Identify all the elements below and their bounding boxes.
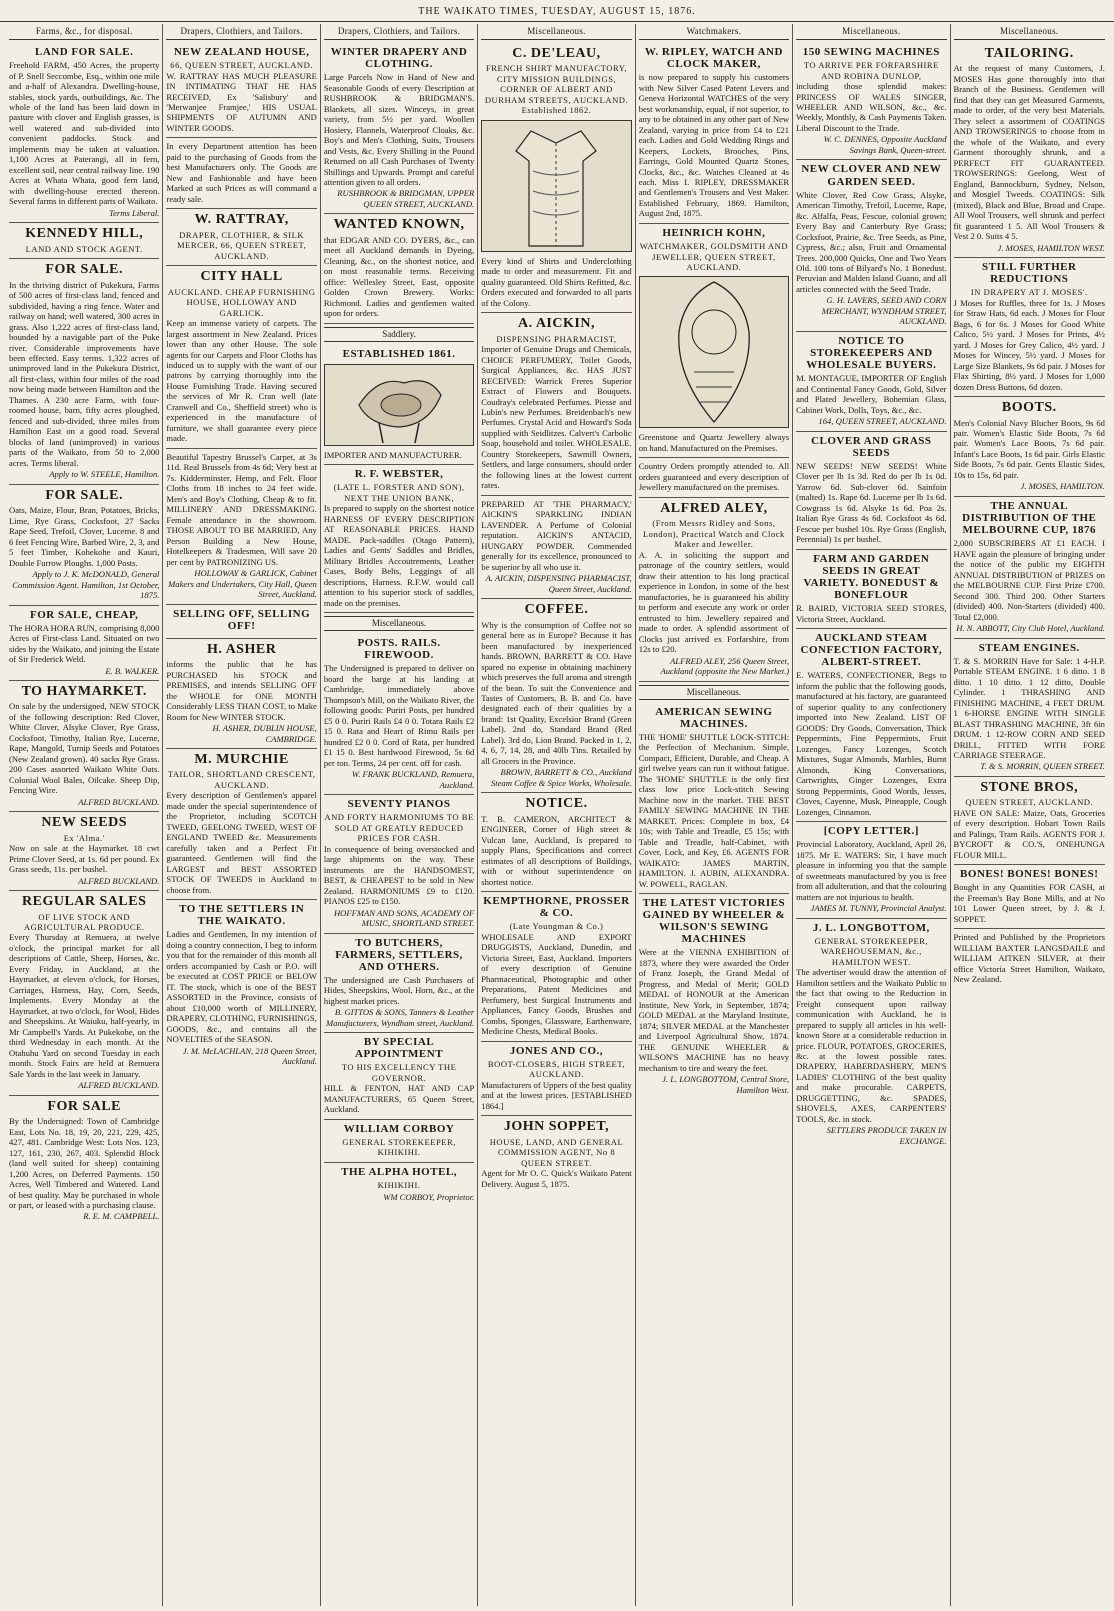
ad-body: J Moses for Ruffles, three for 1s. J Moses for Straw Hats, 6d each. J Moses for Flour Bags, 6 for 6s. J Moses for Good White Calico, 5½ yard. J Moses for Prints, 4½ yard. J Moses for Grey Calico, 4½ yard. J Moses for Wincey, 5½ yard. J Moses for Large Size Blankets, 9s 6d pair. J Moses for Flax Shirting, 8½ yard. J Moses for 1,000 dozen Dress Buttons, 6d dozen. [953, 297, 1105, 392]
ad-body: T. & S. MORRIN Have for Sale: 1 4-H.P. Portable STEAM ENGINE. 1 6 ditto. 1 8 ditto. 1 10 ditto. 1 12 ditto, Double Cylinder. 1 THRASHING AND FINISHING MACHINE, 4 FEET DRUM. 1 6-HORSE ENGINE WITH SINGLE BLAST THRASHING MACHINE, 3ft 6in DRUM. 1 12-ROW CORN AND SEED DRILL, FITTED WITH FORE CARRIAGE STEERAGE. [953, 655, 1105, 760]
advertisement [954, 497, 1105, 639]
advertisement [481, 599, 631, 793]
ad-body: Every kind of Shirts and Underclothing made to order and measurement. Fit and quality guaranteed. Old Shirts Refitted, &c. Orders executed and forwarded to all parts of the Colony. [481, 255, 632, 308]
ad-subheading: DRAPER, CLOTHIER, & SILK MERCER, 66, QUEEN STREET, AUCKLAND. [176, 229, 307, 261]
column-heading: Farms, &c., for disposal. [9, 24, 159, 40]
column-heading: Drapers, Clothiers, and Tailors. [166, 24, 316, 40]
ad-body: IMPORTER AND MANUFACTURER. [323, 449, 462, 460]
ad-headline: THE ANNUAL DISTRIBUTION OF THE MELBOURNE CUP, 1876 [962, 499, 1097, 537]
ad-headline: NOTICE. [525, 796, 588, 812]
ad-body: E. WATERS, CONFECTIONER, Begs to inform the public that the following goods, manufactured at his factory, are guaranteed of superior quality to any confectionery imported into New Zealand. LIST OF GOODS: Dry Goods, Conversation, Thick Peppermints, Fine Peppermints, Fruit Lozenges, Fancy Lozenges, Scotch Mixtures, Sugar Almonds, Marbles, Burnt Almonds, King Conversations, Cartwrights, Ginger Lozenges, Extra Strong Peppermints, Good Words, Jesses, Cloves, Cayenne, Musk, Pineapple, Cough Lozenges, Cinnamon. [796, 670, 947, 817]
advertisement [9, 223, 159, 259]
ad-signature: Apply to J. K. McDONALD, General Commission Agent. Hamilton, 1st October, 1875. [12, 569, 160, 601]
ad-headline: TO BUTCHERS, FARMERS, SETTLERS, AND OTHERS. [335, 936, 463, 973]
ad-subheading: TAILOR, SHORTLAND CRESCENT, AUCKLAND. [167, 769, 316, 790]
advertisement [166, 605, 316, 639]
advertisement [796, 43, 946, 160]
advertisement [9, 606, 159, 682]
ad-subheading: DISPENSING PHARMACIST, [496, 333, 617, 344]
advertisement [796, 432, 946, 550]
ad-signature: W. C. DENNES, Opposite Auckland Savings Bank, Queen-street. [823, 134, 947, 155]
ad-headline: AMERICAN SEWING MACHINES. [655, 705, 773, 730]
advertisement [324, 1033, 474, 1120]
ad-headline: M. MURCHIE [194, 752, 289, 768]
ad-headline: SEVENTY PIANOS [347, 798, 451, 811]
ad-body: R. BAIRD, VICTORIA SEED STORES, Victoria Street, Auckland. [796, 603, 947, 624]
ad-signature: J. M. McLACHLAN, 218 Queen Street, Auckland. [182, 1045, 317, 1067]
ad-headline: NEW CLOVER AND NEW GARDEN SEED. [801, 163, 942, 188]
ad-subheading: FRENCH SHIRT MANUFACTORY, CITY MISSION BUILDINGS, CORNER OF ALBERT AND DURHAM STREETS, AUCKLAND. Established 1862. [484, 63, 629, 116]
ad-signature: Apply to W. STEELE, Hamilton. [49, 469, 160, 480]
ad-headline: HEINRICH KOHN, [662, 226, 766, 239]
ad-signature: ALFRED BUCKLAND. [78, 875, 160, 886]
ad-body: Greenstone and Quartz Jewellery always on hand. Manufactured on the Premises. [638, 432, 790, 453]
ad-headline: R. F. WEBSTER, [354, 468, 444, 481]
advertisement [639, 703, 789, 894]
advertisement [166, 639, 316, 749]
ad-body: By the Undersigned: Town of Cambridge East, Lots No. 18, 19, 20, 221, 229, 425, 427, 481. Cambridge West: Lots Nos. 123, 127, 161, 230, 267, 403. Splendid Block (land well suited for sheep) containing 1,200 Acres, on Deferred Payments. 150 Acres, Well Timbered and Watered. Land of best quality. May be purchased in whole or part, or leased with a purchasing clause. [9, 1116, 160, 1210]
advertisement [481, 1116, 631, 1193]
section-heading: Saddlery. [324, 327, 474, 342]
ad-body: HILL & FENTON, HAT AND CAP MANUFACTURERS, 65 Queen Street, Auckland. [323, 1083, 475, 1115]
ad-headline: FOR SALE. [45, 262, 124, 278]
ad-body: Agent for Mr O. C. Quick's Waikato Patent Delivery. August 5, 1875. [481, 1168, 632, 1189]
ad-signature: R. E. M. CAMPBELL. [83, 1211, 160, 1222]
ad-body: Is prepared to supply on the shortest notice HARNESS OF EVERY DESCRIPTION AT REASONABLE PRICES. HAND MADE. Pack-saddles (Otago Pattern), Ladies and Gents' Saddles and Bridles, Military Bridles Accoutrements, Leather Cases, Body Belts, Leggings of all descriptions, Harness. R.F.W. would call attention to his superior stock of saddles, made on the premises. [323, 503, 475, 608]
ad-headline: REGULAR SALES [22, 894, 147, 910]
ad-headline: POSTS. RAILS. FIREWOOD. [357, 637, 441, 662]
ad-headline: FARM AND GARDEN SEEDS IN GREAT VARIETY. BONEDUST & BONEFLOUR [803, 552, 940, 601]
ad-subheading: Ex 'Alma.' [63, 832, 105, 843]
advertisement [639, 224, 789, 459]
ad-body: Provincial Laboratory, Auckland, April 26, 1875. Mr E. WATERS: Sir, I have much pleasure in informing you that the sample of sweetmeats manufactured by you is free from all adulteration, and that the colouring matters are not injurious to health. [796, 839, 947, 902]
advertisement [324, 214, 474, 323]
advertisement [954, 929, 1105, 988]
ad-subheading: AUCKLAND. CHEAP FURNISHING HOUSE, HOLLOWAY AND GARLICK. [167, 286, 316, 318]
column-7 [951, 24, 1108, 1606]
advertisement [954, 43, 1105, 258]
advertisement [166, 138, 316, 209]
advertisement [166, 209, 316, 266]
advertisement [796, 919, 946, 1151]
ad-headline: TO HAYMARKET. [21, 684, 147, 700]
ad-headline: BONES! BONES! BONES! [960, 868, 1099, 881]
advertisement [9, 43, 159, 223]
advertisement [166, 43, 316, 138]
ad-subheading: GENERAL STOREKEEPER, WAREHOUSEMAN, &c., HAMILTON WEST. [814, 935, 929, 967]
ad-subheading: (LATE L. FORSTER AND SON), NEXT THE UNION BANK, [333, 482, 465, 503]
ad-signature: ALFRED BUCKLAND. [78, 1080, 160, 1091]
ad-signature: Terms Liberal. [109, 207, 160, 218]
ad-signature: H. N. ABBOTT, City Club Hotel, Auckland. [956, 623, 1105, 634]
ad-subheading: KIHIKIHI. [377, 1180, 421, 1191]
section-heading: Miscellaneous. [639, 685, 789, 700]
ad-body: Country Orders promptly attended to. All orders guaranteed and every description of Jewellery manufactured on the premises. [638, 461, 790, 493]
ad-headline: FOR SALE [47, 1098, 122, 1114]
ad-headline: CLOVER AND GRASS SEEDS [811, 434, 932, 459]
ad-headline: TAILORING. [984, 45, 1074, 61]
advertisement [954, 258, 1105, 397]
ad-headline: COFFEE. [524, 602, 589, 618]
ad-body: Ladies and Gentlemen, In my intention of doing a country connection, I beg to inform you that for the remainder of this month all orders accompanied by Cash or P.O. will be executed at COST PRICE or BELOW IT. The stock, which is one of the BEST ASSORTED in the Province, consists of about £10,000 worth of MILLINERY, DRAPERY, CLOTHING, FURNISHINGS, GOODS, &c., and contains all the NOVELTIES of the SEASON. [166, 929, 317, 1045]
ad-body: Bought in any Quantities FOR CASH, at the Freeman's Bay Bone Mills, and at No 101 Lower Queen street, by J. & J. SOPPET. [953, 882, 1105, 924]
ad-signature: SETTLERS PRODUCE TAKEN IN EXCHANGE. [826, 1125, 947, 1146]
column-1 [6, 24, 163, 1606]
advertisement [481, 43, 631, 313]
ad-body: Every description of Gentlemen's apparel made under the special superintendence of the Proprietor, including SCOTCH TWEED, GEELONG TWEED, WEST OF ENGLAND TWEED &c. Measurements carefully taken and a Perfect Fit guaranteed. Gentlemen will find the LARGEST and BEST ASSORTED STOCK OF TWEEDS in Auckland to choose from. [166, 790, 317, 895]
advertisement [9, 259, 159, 485]
ad-body: White Clover, Red Cow Grass, Alsyke, American Timothy, Trefoil, Lucerne, Rape, &c. Alfalfa, Peas, Fescue, colonial grown; Every Bay and Canterbury Rye Grass; Cocksfoot, Prairie, &c. Tree Seeds, as Pine, Cypress, &c.; also, Fruit and Ornamental Trees. 200,000 Quicks, One and Two Years Old. 100 tons of Bilyard's No. 1 Bonedust. Peruvian and Malden Island Guano, and all articles connected with the Seed Trade. [796, 189, 947, 294]
column-3 [321, 24, 478, 1606]
ad-headline: FOR SALE, CHEAP, [29, 608, 139, 621]
advertisement [324, 1163, 474, 1206]
ad-headline: 150 SEWING MACHINES [802, 45, 940, 58]
advertisement [639, 43, 789, 224]
column-heading: Watchmakers. [639, 24, 789, 40]
ad-subheading: (From Messrs Ridley and Sons, London), Practical Watch and Clock Maker and Jeweller. [642, 518, 785, 550]
ad-body: Now on sale at the Haymarket. 18 cwt Prime Clover Seed, at 1s. 6d per pound. Ex Grass seeds, 11s. per bushel. [9, 843, 160, 875]
ad-subheading: IN DRAPERY AT J. MOSES'. [970, 287, 1088, 298]
advertisement [324, 465, 474, 613]
badge-illustration [639, 276, 789, 428]
ad-headline: STILL FURTHER REDUCTIONS [982, 261, 1077, 286]
ad-headline: J. L. LONGBOTTOM, [812, 921, 930, 934]
column-heading: Miscellaneous. [954, 24, 1105, 40]
ad-subheading: QUEEN STREET, AUCKLAND. [965, 797, 1094, 808]
column-5 [636, 24, 793, 1606]
ad-headline: BY SPECIAL APPOINTMENT [355, 1036, 444, 1061]
advertisement [166, 900, 316, 1070]
ad-headline: CITY HALL [200, 269, 283, 285]
column-heading: Miscellaneous. [796, 24, 946, 40]
advertisement [324, 934, 474, 1034]
ad-body: THE 'HOME' SHUTTLE LOCK-STITCH: the Perfection of Mechanism. Simple, Compact, Efficient, Durable, and Cheap. A girl twelve years can run it without fatigue. The 'HOME' SHUTTLE is the only first class low price Lock-stitch Sewing Machine now in the market. THE BEST FAMILY SEWING MACHINE IN THE MARKET. Prices: Complete in box, £4 10s; with Table and Treadle, £5 15s; with Table and Treadle, half-Cabinet, with Cover, Lock, and Key, £6. AGENTS FOR WAIKATO: JAMES MARTIN, HAMILTON. J. AUBIN, ALEXANDRA. W. POWELL, RAGLAN. [638, 731, 790, 889]
advertisement [324, 634, 474, 795]
advertisement [954, 777, 1105, 865]
ad-body: is now prepared to supply his customers with New Silver Cased Patent Levers and Geneva Horizontal WATCHES of the very best workmanship, equal, if not superior, to any to be obtained in any other part of New Zealand, varying in price from £4 to £21 each. Ladies and Gold Wedding Rings and Keepers, Lockets, Brooches, Pins, Earrings, Gold Mounted Quartz Stones, Clocks, &c., &c. Watches Cleaned at 4s each. Miss I. RIPLEY, DRESSMAKER and Gentlemen's Trousers and Vest Maker. Established February, 1869. Hamilton, August 2nd, 1875. [638, 72, 790, 219]
advertisement [9, 1096, 159, 1226]
ad-body: including those splendid makes: PRINCESS OF WALES SINGER, WHEELER AND WILSON, &c., &c. Weekly, Monthly, & Cash Payments Taken. Liberal Discount to the Trade. [796, 81, 947, 133]
ad-signature: 164, QUEEN STREET, AUCKLAND. [818, 416, 947, 427]
ad-headline: AUCKLAND STEAM CONFECTION FACTORY, ALBERT-STREET. [800, 632, 943, 669]
ad-signature: JAMES M. TUNNY, Provincial Analyst. [810, 903, 947, 914]
advertisement [796, 629, 946, 822]
ad-headline: NEW ZEALAND HOUSE, [173, 45, 310, 58]
ad-body: The undersigned are Cash Purchasers of Hides, Sheepskins, Wool, Horn, &c., at the highest market prices. [323, 974, 475, 1006]
ad-signature: HOFFMAN AND SONS, ACADEMY OF MUSIC, SHORTLAND STREET. [333, 907, 475, 929]
ad-headline: [COPY LETTER.] [823, 825, 919, 838]
ad-body: On sale by the undersigned, NEW STOCK of the following description: Red Clover, White Clover, Alsyke Clover, Rye Grass, Cocksfoot, Timothy, Italian Rye, Lucerne, Rape, Mangold, Turnip Seeds and Potatoes (New Zealand grown). 40 sacks Rye Grass. 200 Cases assorted Waikato White Oats. Colonial Wool Bales, Oilcake. Sheep Dip, Fencing Wire. [9, 701, 160, 796]
ad-signature: WM CORBOY, Proprietor. [383, 1191, 475, 1202]
ad-body: Manufacturers of Uppers of the best quality and at the lowest prices. [ESTABLISHED 1864.] [481, 1079, 632, 1111]
ad-signature: ALFRED BUCKLAND. [78, 796, 160, 807]
ad-subheading: 66, QUEEN STREET, AUCKLAND. [170, 60, 313, 71]
ad-body: M. MONTAGUE, IMPORTER OF English and Continental Fancy Goods, Gold, Silver and Plated Jewellery, Bohemian Glass, Cabinet Work, Dolls, Toys, &c., &c. [796, 373, 947, 415]
advertisement [639, 894, 789, 1099]
ad-body: A. A. in soliciting the support and patronage of the country settlers, would draw their attention to his long practical experience in London, in some of the best manufactories, he is guaranteed his ability to perform and execute any work or order entrusted to him. Jewellery repaired and made to order. A splendid assortment of Clocks just arrived ex Forfarshire, from 12s to £20. [638, 549, 790, 655]
column-heading: Miscellaneous. [481, 24, 631, 40]
shirt-illustration [481, 120, 631, 252]
ad-body: HAVE ON SALE: Maize, Oats, Groceries of every description. Hobart Town Rails and Palings, Tram Rails. AGENTS FOR J. BYCROFT & CO.'S, ONEHUNGA FLOUR MILL. [953, 807, 1105, 860]
ad-body: W. RATTRAY HAS MUCH PLEASURE IN INTIMATING THAT HE HAS RECEIVED, Ex 'Salisbury' and 'Merwanjee Framjee,' HIS USUAL SHIPMENTS OF AUTUMN AND WINTER GOODS. [166, 70, 317, 133]
column-4 [478, 24, 635, 1606]
advertisement [9, 681, 159, 812]
ad-headline: ESTABLISHED 1861. [342, 347, 456, 360]
ad-signature: ALFRED ALEY, 256 Queen Street, Auckland (opposite the New Market.) [660, 655, 790, 677]
advertisement [481, 793, 631, 892]
advertisement [166, 449, 316, 605]
ad-signature: BROWN, BARRETT & CO., Auckland Steam Coffee & Spice Works, Wholesale. [490, 767, 632, 788]
ad-body: informs the public that he has PURCHASED his STOCK and PREMISES, and intends SELLING OFF the WHOLE for ONE MONTH Considerably LESS THAN COST, to Make Room for New WINTER STOCK. [166, 659, 317, 722]
advertisement [166, 266, 316, 449]
ad-signature: H. ASHER, DUBLIN HOUSE, CAMBRIDGE. [212, 723, 317, 744]
advertisement [324, 345, 474, 466]
advertisement [954, 865, 1105, 929]
ad-signature: W. FRANK BUCKLAND, Remuera, Auckland. [351, 769, 475, 790]
ad-headline: NEW SEEDS [41, 815, 127, 831]
ad-subheading: LAND AND STOCK AGENT. [25, 243, 143, 254]
ad-body: The Undersigned is prepared to deliver on board the barge at his landing at Cambridge, immediately above Thompson's Mill, on the Waikato River, the following goods: Puriri Posts, per hundred £5 0 0. Puriri Rails £4 0 0. Totara Rails £2 15 0. Rata and Heart of Rimu Rails per hundred £2 0 0. Cord of Rata, per hundred £1 15 0. Best hardwood Firewood, 5s 6d per ton. Terms, 24 per cent. off for cash. [323, 663, 475, 768]
ad-headline: THE LATEST VICTORIES GAINED BY WHEELER & WILSON'S SEWING MACHINES [642, 896, 786, 946]
ad-signature: J. L. LONGBOTTOM, Central Store, Hamilton West. [662, 1074, 790, 1095]
advertisement [954, 397, 1105, 497]
advertisement [324, 1120, 474, 1163]
ad-body: Importer of Genuine Drugs and Chemicals, CHOICE PERFUMERY, Toilet Goods, Surgical Appliances, &c. HAS JUST RECEIVED: Warrick Freres Superior Extract of Flowers and Bouquets. Coudray's celebrated Perfumes. Piesse and Lubin's new Perfumes. Breidenbach's new Perfumes. Crystal Acid and Howard's Soda supplied with Seidlitzes. Calvert's Carbolic Soap, household and toilet. WHOLESALE. Country Storekeepers, Sawmill Owners, Settlers, and large consumers, should order the following lines at the lowest current rates. [481, 344, 632, 491]
ad-body: In every Department attention has been paid to the purchasing of Goods from the best Manufacturers only. The Goods are New and Fashionable and have been Marked at such Prices as will command a ready sale. [166, 141, 317, 204]
ad-headline: STEAM ENGINES. [978, 641, 1080, 654]
ad-headline: THE ALPHA HOTEL, [341, 1165, 457, 1178]
ad-subheading: WATCHMAKER, GOLDSMITH AND JEWELLER, QUEEN STREET, AUCKLAND. [639, 241, 789, 272]
ad-body: Why is the consumption of Coffee not so general here as in Europe? Because it has been manufactured by inexperienced hands. BROWN, BARRETT & CO. Have spared no expense in obtaining machinery which preserves the full aroma and strength of the bean. To suit the Convenience and Tastes of Customers, B. B. and Co. have designated each of their qualities by a brand: 1st Quality, Excelsior Brand (Green Label). 2nd do, Standard Brand (Red Label). 3rd do, Lion Brand. Packed in 1, 2, 4, 6, 7, 14, 28, and 40lb Tins. Retailed by all Grocers in the Province. [481, 619, 632, 766]
ad-body: Were at the VIENNA EXHIBITION of 1873, where they were awarded the Order of Franz Joseph, the Grand Medal of Progress, and Medal of Merit; GOLD MEDAL of HONOUR at the American Institute, New York, in September, 1874; GOLD MEDAL at the Maryland Institute, 1874; SILVER MEDAL at the Manchester and Liverpool Agricultural Show, 1874. THE GENUINE WHEELER & WILSON'S MACHINE has no heavy mechanism to tire and weary the feet. [638, 947, 790, 1073]
ad-subheading: HOUSE, LAND, AND GENERAL COMMISSION AGENT, No 8 QUEEN STREET. [489, 1136, 624, 1168]
ad-body: In consequence of being overstocked and large shipments on the way. These instruments are the HANDSOMEST, BEST, & CHEAPEST to be sold in New Zealand. HARMONIUMS £9 to £120. PIANOS £25 to £150. [323, 843, 475, 907]
advertisement [796, 160, 946, 331]
ad-signature: A. AICKIN, DISPENSING PHARMACIST, Queen Street, Auckland. [485, 573, 632, 594]
advertisement [796, 332, 946, 432]
ad-headline: KENNEDY HILL, [25, 226, 144, 242]
advertisement [796, 550, 946, 629]
ad-headline: WILLIAM CORBOY [343, 1122, 455, 1135]
ad-body: Freehold FARM, 450 Acres, the property of P. Snell Seccombe, Esq., within one mile and a-half of Alexandra. Dwelling-house, stables, stock yards, outbuildings, &c. The whole of the land has been laid down in pasture with clover and English grasses, is well watered and sub-divided into convenient paddocks. Stock and implements may be taken at valuation. 1,100 Acres at Paterangi, all in fern, excellent soil, near central railway line. 190 Acres at Whata Whata, good fern land, with dwelling-house erected thereon. Several farms in different parts of Waikato. [9, 60, 160, 207]
advertisement [481, 313, 631, 496]
ad-headline: FOR SALE. [45, 487, 124, 503]
ad-headline: JONES AND CO., [509, 1044, 604, 1057]
saddle-illustration [324, 364, 474, 446]
ad-body: Large Parcels Now in Hand of New and Seasonable Goods of every Description at RUSHBROOK & BRIDGMAN'S. Blankets, all sizes. Winceys, in great variety, from 5½ per yard. Woollen Hosiery, Flannels, Waterproof Cloaks, &c. Boy's and Men's Clothing, Suits, Trousers and Vests, &c. Every Shilling in the Pound Returned on all Cash Purchases of Twenty Shillings and Upwards. Prompt and careful attention given to all orders. [323, 72, 475, 187]
ad-body: At the request of many Customers, J. MOSES Has gone thoroughly into that Branch of the Business. Gentlemen will find that they can get Measured Garments, made to order, of the very best Materials. They select a assortment of COATINGS AND TROWSERINGS to choose from in the whole of the Waikato, and every Garment thoroughly shrunk, and a PERFECT FIT GUARANTEED. TROWSERINGS: Geelong, West of England, Bannockburn, Sydney, Nelson, and Mosgiel Tweeds. COATINGS: Silk (mixed), Black and Blue, Broad and Crape. All Wool Trousers, well shrunk and perfect fit guaranteed 1 5. All Wool Trousers & Vest 2 0. Suits 4 5. [953, 63, 1105, 242]
ad-subheading: OF LIVE STOCK AND AGRICULTURAL PRODUCE. [23, 911, 145, 932]
ad-subheading: AND FORTY HARMONIUMS TO BE SOLD AT GREATLY REDUCED PRICES FOR CASH. [324, 812, 474, 844]
ad-body: PREPARED AT 'THE PHARMACY,' AICKIN'S SPARKLING INDIAN LAVENDER. A Perfume of Colonial reputation. AICKIN'S ANTACID, HUNGARY POWDER. Commended generally for its excellence, pronounced to be superior by all who use it. [481, 498, 632, 572]
advertisement [639, 458, 789, 497]
ad-signature: T. & S. MORRIN, QUEEN STREET. [980, 761, 1105, 772]
ad-headline: WINTER DRAPERY AND CLOTHING. [330, 45, 468, 71]
ad-signature: E. B. WALKER. [105, 665, 160, 676]
ad-body: Oats, Maize, Flour, Bran, Potatoes, Bricks, Lime, Rye Grass, Cocksfoot, 27 Sacks Rape Seed, Trefoil, Clover, Lucerne. 8 and 6 feet Fencing Wire, Barbed Wire, 2, 3, and 5 feet Timber, Kohekohe and Kauri, Double Furrow Ploughs. 1,000 Posts. [9, 505, 160, 568]
advertisement [166, 749, 316, 900]
advertisement [954, 639, 1105, 777]
ad-headline: W. RATTRAY, [194, 212, 289, 228]
column-2 [163, 24, 320, 1606]
ad-body: 2,000 SUBSCRIBERS AT £1 EACH. I HAVE again the pleasure of bringing under the notice of the public my EIGHTH ANNUAL DISTRIBUTION of PRIZES on the MELBOURNE CUP. First Prize £700. Second 300. Third 200. Other Starters (divided) 400. Non-Starters (divided) 400. Total £2,000. [953, 538, 1105, 622]
ad-headline: C. DE'LEAU, [512, 45, 601, 61]
ad-body: WHOLESALE AND EXPORT DRUGGISTS, Auckland, Dunedin, and Victoria Street, East, Auckland. Importers of every description of Genuine Pharmaceutical, Photographic and other Preparations, Patent Medicines and Perfumery, best Surgical Instruments and Appliances, Fancy Goods, Brushes and Combs, Sponges, Glassware, Earthenware, Medicine Chests, Medical Books. [481, 931, 632, 1037]
ad-headline: W. RIPLEY, WATCH AND CLOCK MAKER, [644, 45, 783, 71]
newspaper-columns [6, 24, 1108, 1606]
ad-body: Printed and Published by the Proprietors WILLIAM BAXTER LANGSDAILE and WILLIAM AITKEN SILVER, at their office Victoria Street Hamilton, Waikato, New Zealand. [953, 932, 1105, 985]
ad-body: In the thriving district of Pukekura, Farms of 500 acres of first-class land, fenced and subdivided, having a ring fence. Water and railway on hand; well watered, 300 acres in grass. Also 1,222 acres of first-class land, bounded by a navigable part of the Puke river. Considerable improvements have been effected. Easy terms. 1,322 acres of unimproved land in the Pukekura District, all first-class, within four miles of the road now being made between Hamilton and the Thames. A 230 acre Farm, with four-roomed house, barn, fifty acres ploughed, fenced and sub-divided, three miles from Hamilton East on a good road. Several blocks of land (unimproved) in various parts of the Waikato, from 50 to 2,000 acres. Terms liberal. [9, 279, 160, 468]
ad-headline: ALFRED ALEY, [660, 500, 768, 516]
advertisement [9, 485, 159, 606]
ad-body: NEW SEEDS! NEW SEEDS! White Clover per lb 1s 3d. Red do per lb 1s 0d. Yarrow 6d. Sub-clover 6d. Sainfoin (malted) 1s. Rape 6d. Lucerne per lb 1s 6d. Cowgrass 1s 6d. Alsyke 1s 6d. Poa 2s. Italian Rye Grass 4s 6d. Cocksfoot 4s 6d. Fescue per bushel 10s. Rye Grass (English, Perennial) 1s per bushel. [796, 460, 947, 545]
ad-signature: HOLLOWAY & GARLICK, Cabinet Makers and Undertakers, City Hall, Queen Street, Auckland. [168, 568, 317, 600]
advertisement [324, 43, 474, 214]
ad-signature: B. GITTOS & SONS, Tanners & Leather Manufacturers, Wyndham street, Auckland. [325, 1007, 475, 1028]
ad-signature: G. H. LAVERS, SEED AND CORN MERCHANT, WYNDHAM STREET, AUCKLAND. [821, 295, 947, 327]
ad-body: Every Thursday at Remuera, at twelve o'clock, the principal market for all descriptions of Cattle, Sheep, Horses, &c. Every Friday, in Auckland, at the Haymarket, at eleven o'clock, for Horses, Carriages, Harness, Hay, Corn, Seeds, Implements. Every Monday at the Haymarket, at two o'clock, for Wool, Hides and Sheepskins. At Waiuku, half-yearly, in Mr Campbell's Yards. At Pukekohe, on the third Wednesday in each month. At the Otahuhu Yard on second Tuesday in each month. Stock Fairs are held at Remuera Sale Yards in the last week in January. [9, 932, 160, 1079]
advertisement [324, 795, 474, 933]
ad-headline: JOHN SOPPET, [503, 1119, 610, 1135]
ad-headline: LAND FOR SALE. [35, 45, 134, 58]
advertisement [481, 892, 631, 1042]
advertisement [9, 812, 159, 891]
ad-subheading: BOOT-CLOSERS, HIGH STREET, AUCKLAND. [487, 1058, 626, 1080]
advertisement [9, 891, 159, 1096]
ad-body: Men's Colonial Navy Blucher Boots, 9s 6d pair. Women's Elastic Side Boots, 7s 6d pair. Women's Lace Boots, 7s 6d pair. Infant's Lace Boots, 1s 6d pair. Girls Elastic Side Boots, 7s 6d pair. Gents Elastic Sides, 10s to 15s, 6d pair. [953, 417, 1105, 480]
ad-body: Beautiful Tapestry Brussel's Carpet, at 3s 11d. Real Brussels from 4s 6d; Very best at 7s. Kidderminster, Hemp, and Felt. Floor Cloths from 18 inches to 24 feet wide. Men's and Boy's Clothing, Cheap & to fit. MILLINERY AND DRESSMAKING. Female attendance in the showroom. THOSE ABOUT TO BE MARRIED, Any Person Building a New House, Hotelkeepers & Tradesmen, Will save 20 per cent by PATRONIZING US. [166, 451, 317, 567]
ad-subheading: (Late Youngman & Co.) [509, 921, 604, 932]
ad-headline: SELLING OFF, SELLING OFF! [173, 607, 311, 632]
ad-subheading: TO HIS EXCELLENCY THE GOVERNOR. [341, 1062, 457, 1083]
advertisement [481, 1042, 631, 1117]
ad-signature: RUSHBROOK & BRIDGMAN, UPPER QUEEN STREET, AUCKLAND. [337, 188, 475, 209]
ad-signature: J. MOSES, HAMILTON. [1020, 481, 1105, 492]
column-6 [793, 24, 950, 1606]
ad-headline: BOOTS. [1001, 400, 1057, 416]
ad-headline: H. ASHER [206, 641, 277, 657]
ad-body: The advertiser would draw the attention of Hamilton settlers and the Waikato Public to the fact that owing to the Reduction in Freight consequent upon railway communication with Auckland, he is prepared to supply all articles in his well-known Store at a considerable reduction in price. FLOUR, POTATOES, GROCERIES, &c. at the lowest possible rates. DRAPERY, HABERDASHERY, MEN'S LADIES' CLOTHING of the best quality and make procurable. CARPETS, DRUGGETTING, &c. SPADES, SHOVELS, AXES, CARPENTERS' TOOLS, &c. in stock. [796, 967, 947, 1124]
ad-headline: NOTICE TO STOREKEEPERS AND WHOLESALE BUYERS. [806, 334, 937, 372]
advertisement [481, 496, 631, 599]
ad-subheading: TO ARRIVE PER FORFARSHIRE AND ROBINA DUNLOP, [803, 60, 939, 81]
ad-headline: WANTED KNOWN, [333, 217, 465, 233]
ad-headline: A. AICKIN, [517, 316, 595, 332]
column-heading: Drapers, Clothiers, and Tailors. [324, 24, 474, 40]
masthead: THE WAIKATO TIMES, TUESDAY, AUGUST 15, 1876. [0, 0, 1114, 22]
advertisement [639, 498, 789, 682]
ad-headline: KEMPTHORNE, PROSSER & CO. [483, 895, 630, 920]
ad-body: T. B. CAMERON, ARCHITECT & ENGINEER, Corner of High street & Vulcan lane, Auckland, Is prepared to supply Plans, Specifications and correct estimates of all descriptions of Buildings, with or without superintendence on shortest notice. [481, 813, 632, 887]
ad-headline: STONE BROS, [980, 779, 1079, 795]
ad-signature: J. MOSES, HAMILTON WEST. [997, 242, 1105, 253]
ad-body: The HORA HORA RUN, comprising 8,000 Acres of First-class Land. Situated on two sides by the Waikato, and joining the Estate of Sir Frederick Weld. [9, 622, 160, 665]
ad-body: that EDGAR AND CO. DYERS, &c., can meet all Auckland demands in Dyeing, Cleaning, &c., on the shortest notice, and on most reasonable terms. Receiving office: Wellesley Street, East, opposite Golden Crown Brewery. Works: Richmond. Ladies and gentlemen waited upon for orders. [323, 234, 475, 319]
section-heading: Miscellaneous. [324, 616, 474, 631]
ad-body: Keep an immense variety of carpets. The largest assortment in New Zealand. Prices lower than any other House. The sole agents for our Carpets and Floor Cloths has induced us to supply with the want of our patrons by carrying thoroughly into the House Furnishing Trade. Having secured the services of Mr R. Cran well (late Cranwell and Co., Sheffield street) who is experienced in the manufacture of furniture, we shall guarantee every piece made. [166, 318, 317, 444]
ad-subheading: GENERAL STOREKEEPER, KIHIKIHI. [342, 1136, 456, 1158]
ad-headline: TO THE SETTLERS IN THE WAIKATO. [179, 903, 305, 928]
advertisement [796, 822, 946, 918]
